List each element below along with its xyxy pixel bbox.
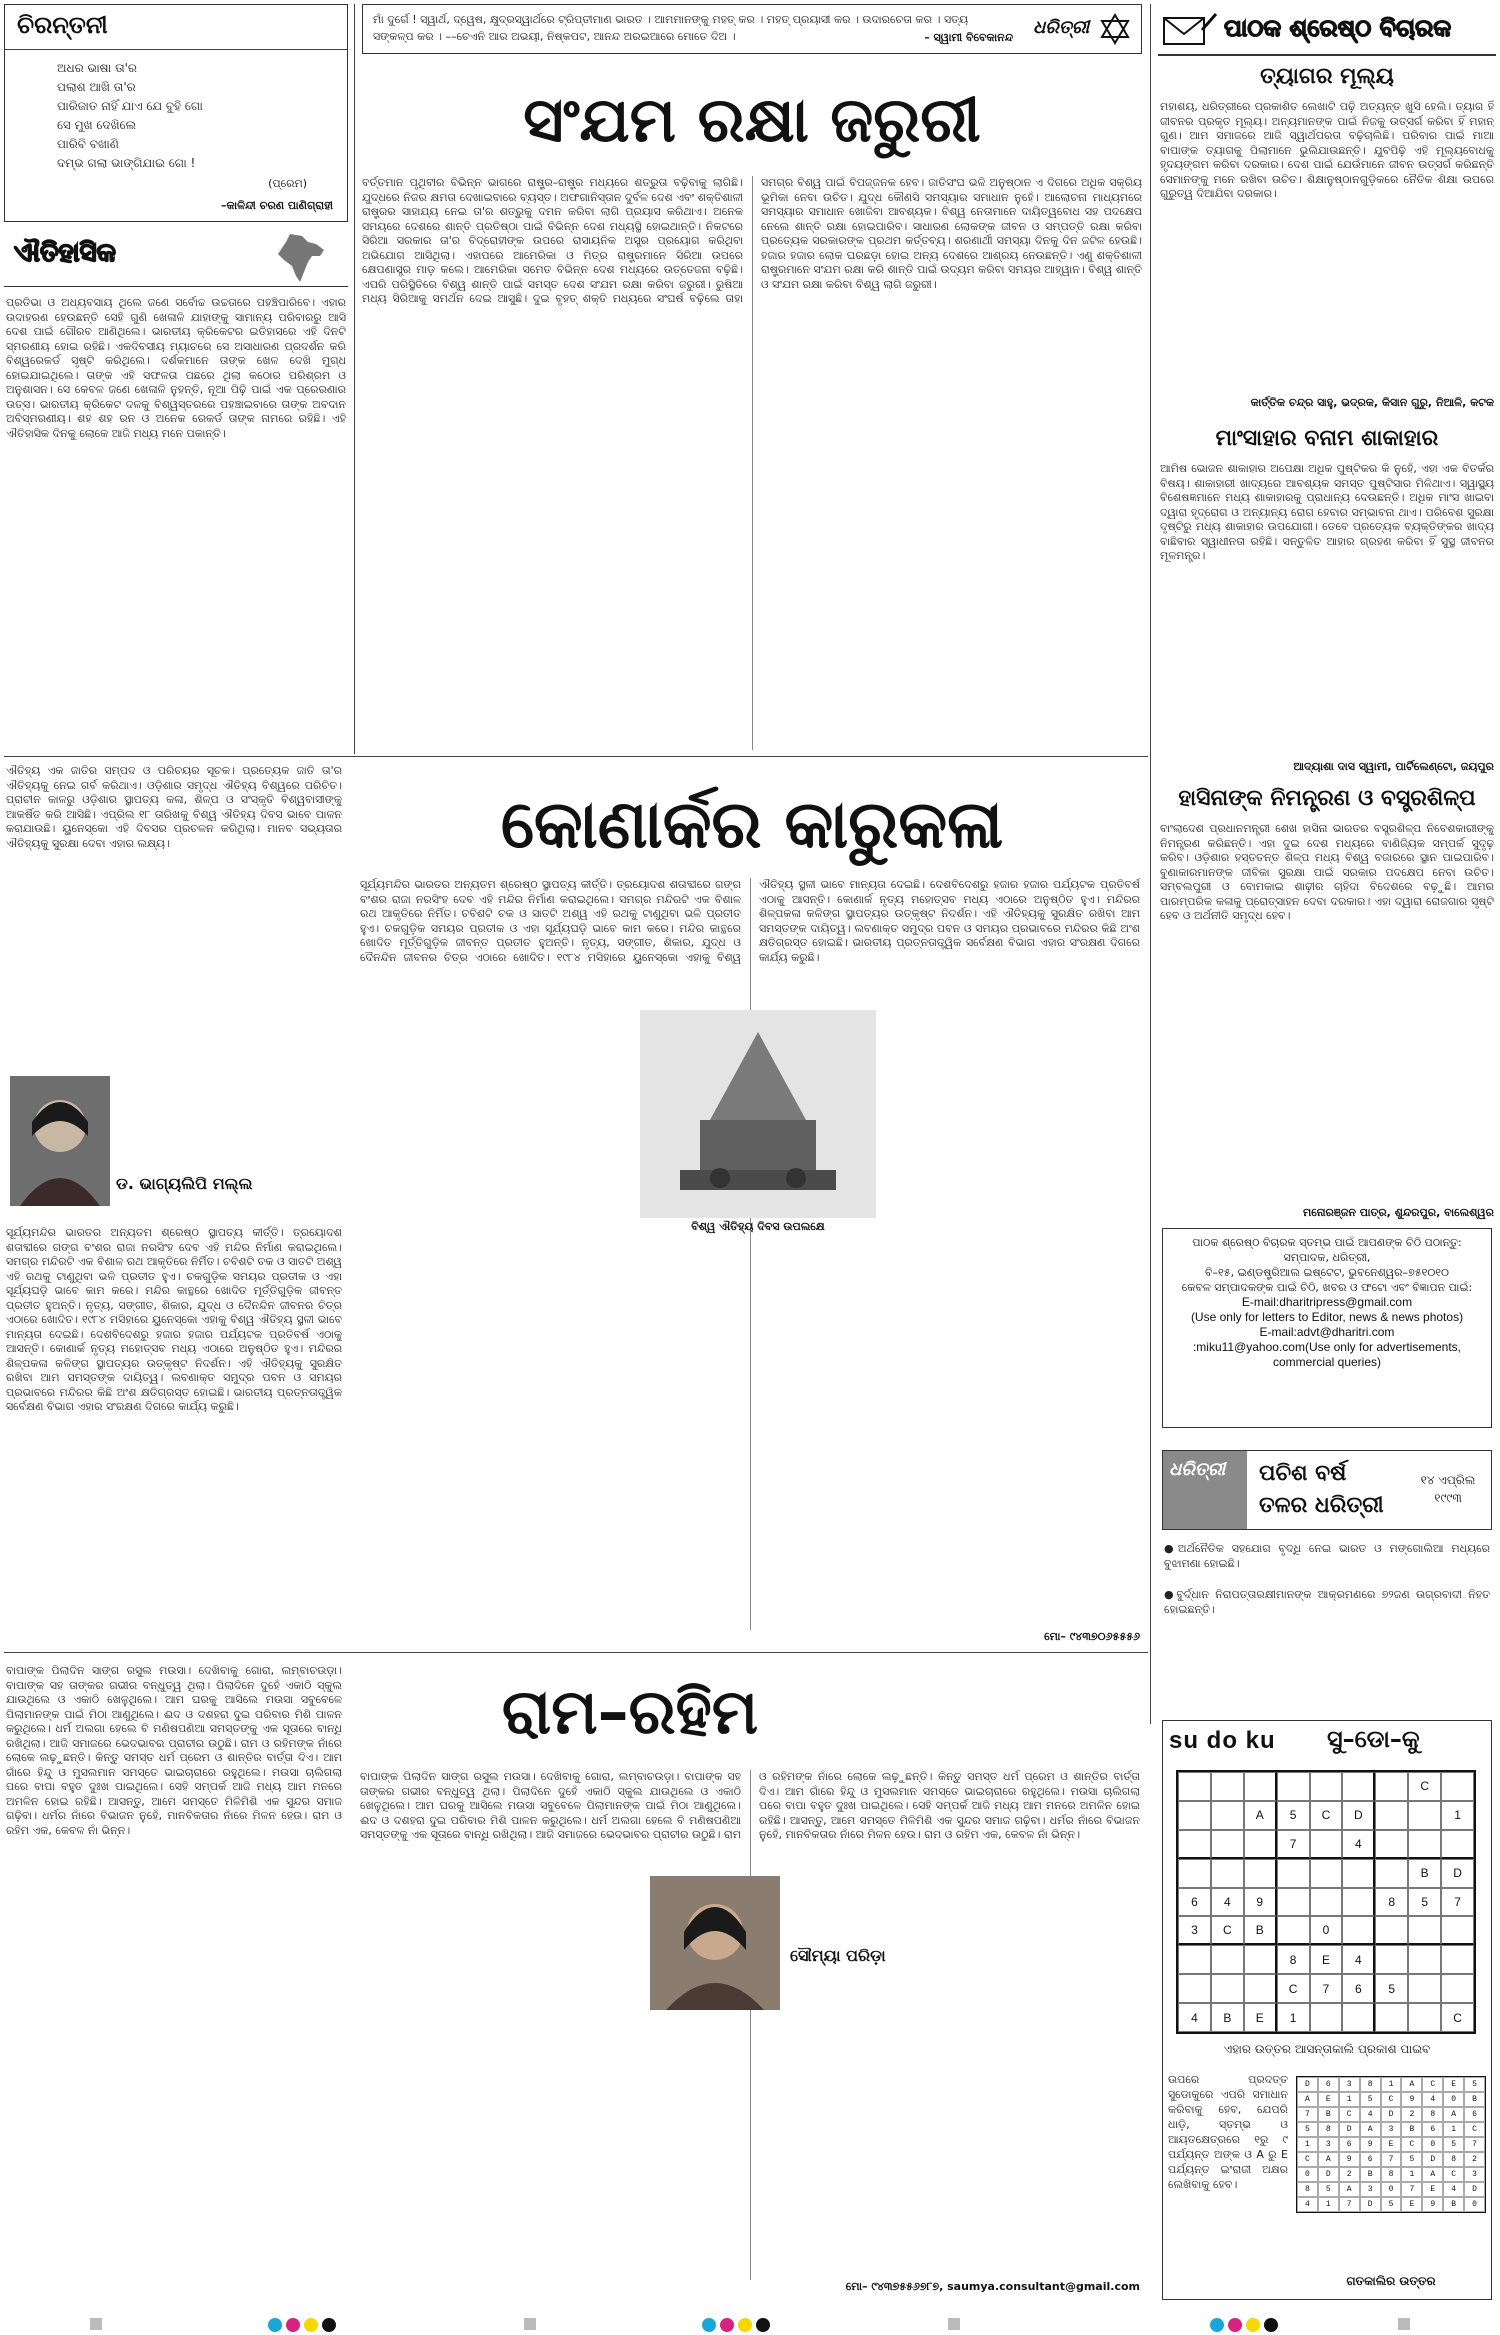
sudoku-cell: [1310, 1830, 1343, 1859]
shrestha-banner-text: ପାଠକ ଶ୍ରେଷ୍ଠ ବିଚାରକ: [1224, 14, 1452, 42]
sudoku-cell: 6: [1178, 1888, 1211, 1917]
solution-cell: 7: [1381, 2152, 1402, 2167]
solution-cell: 7: [1297, 2107, 1318, 2122]
sudoku-cell: 4: [1342, 1830, 1375, 1859]
sudoku-cell: 4: [1178, 2003, 1211, 2032]
poem-author: –କାଳିନ୍ଦୀ ଚରଣ ପାଣିଗ୍ରାହୀ: [221, 199, 333, 212]
editorial-body: ବର୍ତ୍ତମାନ ପୃଥିବୀର ବିଭିନ୍ନ ଭାଗରେ ରାଷ୍ଟ୍ର–ରାଷ୍ଟ୍ର ମଧ୍ୟରେ ଶତ୍ରୁତା ବଢ଼ିବାକୁ ଲାଗିଛି। ଯୁଦ୍ଧରେ ନିଜର କ୍ଷମତା ଦେଖାଇବାରେ ବ୍ୟସ୍ତ। ଅଫଗାନିସ୍ତାନ ଦୁର୍ବଳ ଦେଶ ଏବଂ ଶକ୍ତିଶାଳୀ ରାଷ୍ଟ୍ରର ସାହାଯ୍ୟ ନେଇ ତା'ର ଶତ୍ରୁକୁ ଦମନ କରିବା ଲାଗି ପ୍ରୟାସ କରିଥାଏ। ଅନେକ ସମୟରେ ଦେଶରେ ଶାନ୍ତି ପ୍ରତିଷ୍ଠା ପାଇଁ ବିଭିନ୍ନ ଦେଶ ମଧ୍ୟସ୍ଥି ହୋଇଥାନ୍ତି। ନିକଟରେ ସିରିଆ ସରକାର ତା'ର ବିଦ୍ରୋହୀଙ୍କ ଉପରେ ରାସାୟନିକ ଅସ୍ତ୍ର ପ୍ରୟୋଗ କରିଥିବା ଅଭିଯୋଗ ଆସିଥିଲା। ଏହାପରେ ଆମେରିକା ଓ ମିତ୍ର ରାଷ୍ଟ୍ରମାନେ ସିରିଆ ଉପରେ କ୍ଷେପଣାସ୍ତ୍ର ମାଡ଼ କଲେ। ଆମେରିକା ସମେତ ବିଭିନ୍ନ ଦେଶ ମଧ୍ୟରେ ଉତ୍ତେଜନା ବଢ଼ିଛି। ଏପରି ପରିସ୍ଥିତିରେ ବିଶ୍ୱ ଶାନ୍ତି ପାଇଁ ସମସ୍ତ ଦେଶ ସଂଯମ ରକ୍ଷା କରିବା ଜରୁରୀ। ରୁଷିଆ ମଧ୍ୟ ସିରିଆକୁ ସମର୍ଥନ ଦେଇ ଆସୁଛି। ଦୁଇ ବୃହତ୍ ଶକ୍ତି ମଧ୍ୟରେ ସଂଘର୍ଷ ବଢ଼ିଲେ ତାହା ସମଗ୍ର ବିଶ୍ୱ ପାଇଁ ବିପଜ୍ଜନକ ହେବ। ଜାତିସଂଘ ଭଳି ଅନୁଷ୍ଠାନ ଏ ଦିଗରେ ଅଧିକ ସକ୍ରିୟ ଭୂମିକା ନେବା ଉଚିତ। ଯୁଦ୍ଧ କୌଣସି ସମସ୍ୟାର ସମାଧାନ ନୁହେଁ। ଆଲୋଚନା ମାଧ୍ୟମରେ ସମସ୍ୟାର ସମାଧାନ ଖୋଜିବା ଆବଶ୍ୟକ। ବିଶ୍ୱ ନେତାମାନେ ଦାୟିତ୍ୱବୋଧ ସହ ପଦକ୍ଷେପ ନେଲେ ଶାନ୍ତି ରକ୍ଷା ହୋଇପାରିବ। ସାଧାରଣ ଲୋକଙ୍କ ଜୀବନ ଓ ସମ୍ପତ୍ତି ରକ୍ଷା କରିବା ପ୍ରତ୍ୟେକ ସରକାରଙ୍କ ପ୍ରଥମ କର୍ତ୍ତବ୍ୟ। ଶରଣାର୍ଥୀ ସମସ୍ୟା ଦିନକୁ ଦିନ ଜଟିଳ ହେଉଛି। ହଜାର ହଜାର ଲୋକ ଘରଛଡ଼ା ହୋଇ ଅନ୍ୟ ଦେଶରେ ଆଶ୍ରୟ ନେଉଛନ୍ତି। ଏଣୁ ଶକ୍ତିଶାଳୀ ରାଷ୍ଟ୍ରମାନେ ସଂଯମ ରକ୍ଷା କରି ଶାନ୍ତି ପାଇଁ ଉଦ୍ୟମ କରିବା ସମୟର ଆହ୍ୱାନ। ବିଶ୍ୱ ଶାନ୍ତି ଓ ସଂଯମ ରକ୍ଷା କରିବା ବିଶ୍ୱ ଲାଗି ଜରୁରୀ।: [362, 176, 1142, 305]
sudoku-cell: 1: [1441, 1801, 1474, 1830]
sudoku-cell: 5: [1277, 1801, 1310, 1830]
solution-cell: 6: [1464, 2107, 1485, 2122]
pachisa-item: ●ବୁର୍ଦ୍ଧାନ ନିରାପତ୍ତାରକ୍ଷୀମାନଙ୍କ ଆକ୍ରମଣରେ ୭୨ଜଣ ଉଗ୍ରବାଦୀ ନିହତ ହୋଇଛନ୍ତି।: [1164, 1588, 1490, 1616]
konark-temple-photo: [640, 1010, 876, 1218]
letter-3-body: ବାଂଲାଦେଶ ପ୍ରଧାନମନ୍ତ୍ରୀ ଶେଖ ହାସିନା ଭାରତର ବସ୍ତ୍ରଶିଳ୍ପ ନିବେଶକାରୀଙ୍କୁ ନିମନ୍ତ୍ରଣ କରିଛନ୍ତି। ଏହା ଦୁଇ ଦେଶ ମଧ୍ୟରେ ବାଣିଜ୍ୟିକ ସମ୍ପର୍କ ସୁଦୃଢ଼ କରିବ। ଓଡ଼ିଶାର ହସ୍ତତନ୍ତ ଶିଳ୍ପ ମଧ୍ୟ ବିଶ୍ୱ ବଜାରରେ ସ୍ଥାନ ପାଇପାରିବ। ବୁଣାକାରମାନଙ୍କ ଜୀବିକା ସୁରକ୍ଷା ପାଇଁ ସରକାର ପଦକ୍ଷେପ ନେବା ଉଚିତ। ସମ୍ବଲପୁରୀ ଓ ବୋମକାଇ ଶାଢ଼ୀର ଚାହିଦା ବିଦେଶରେ ବଢ଼ୁଛି। ଆମର ପାରମ୍ପରିକ କଳାକୁ ପ୍ରୋତ୍ସାହନ ଦେବା ଦରକାର। ଏହା ଦ୍ୱାରା ରୋଜଗାର ସୃଷ୍ଟି ହେବ ଓ ଅର୍ଥନୀତି ସମୃଦ୍ଧ ହେବ।: [1160, 822, 1494, 922]
sudoku-cell: [1244, 1859, 1277, 1888]
solution-cell: 1: [1339, 2092, 1360, 2107]
sudoku-cell: [1310, 1888, 1343, 1917]
solution-cell: 1: [1443, 2122, 1464, 2137]
contact-box: [1162, 1228, 1492, 1428]
sudoku-cell: [1244, 1945, 1277, 1974]
sudoku-cell: 3: [1178, 1916, 1211, 1945]
sudoku-cell: 8: [1277, 1945, 1310, 1974]
solution-cell: 3: [1318, 2137, 1339, 2152]
person-silhouette-icon: [10, 1076, 110, 1206]
india-map-icon: [272, 232, 328, 284]
solution-cell: 0: [1443, 2092, 1464, 2107]
sudoku-cell: C: [1408, 1772, 1441, 1801]
author-photo-soumya: [650, 1876, 780, 2010]
reg-mark-black: [322, 2318, 336, 2332]
sudoku-solution-grid: [1296, 2076, 1486, 2213]
sudoku-cell: [1277, 1888, 1310, 1917]
solution-cell: 0: [1464, 2197, 1485, 2212]
sudoku-cell: [1178, 1801, 1211, 1830]
solution-cell: A: [1360, 2122, 1381, 2137]
solution-cell: 7: [1401, 2182, 1422, 2197]
solution-cell: A: [1422, 2167, 1443, 2182]
sudoku-cell: B: [1408, 1859, 1441, 1888]
ramrahim-contact: ମୋ– ୯୪୩୭୫୫୬୭୮୭, saumya.consultant@gmail.com: [845, 2280, 1140, 2293]
solution-cell: C: [1464, 2122, 1485, 2137]
letter-envelope-icon: [1162, 12, 1218, 46]
sudoku-cell: [1211, 1772, 1244, 1801]
solution-cell: 8: [1360, 2077, 1381, 2092]
sudoku-cell: [1211, 1859, 1244, 1888]
contact-intro: ପାଠକ ଶ୍ରେଷ୍ଠ ବିଚାରକ ସ୍ତମ୍ଭ ପାଇଁ ଆପଣଙ୍କ ଚିଠି ପଠାନ୍ତୁ:: [1192, 1236, 1462, 1249]
author-photo-bhagyalipi: [10, 1076, 110, 1206]
solution-cell: 5: [1297, 2122, 1318, 2137]
sudoku-cell: [1342, 1916, 1375, 1945]
editorial-headline: ସଂଯମ ରକ୍ଷା ଜରୁରୀ: [523, 83, 981, 156]
sudoku-cell: A: [1244, 1801, 1277, 1830]
solution-cell: C: [1339, 2107, 1360, 2122]
konark-author-name: ଡ. ଭାଗ୍ୟଲିପି ମଲ୍ଲ: [116, 1174, 253, 1193]
poem-line: ପାରିଜାତ ନାହିଁ ଯାଏ ଯେ ବୁହି ଗୋ: [57, 99, 203, 113]
pachisa-item: ●ଅର୍ଥନୈତିକ ସହଯୋଗ ବୃଦ୍ଧି ନେଇ ଭାରତ ଓ ମଙ୍ଗୋଲିଆ ମଧ୍ୟରେ ବୁଝାମଣା ହୋଇଛି।: [1164, 1542, 1490, 1570]
solution-cell: E: [1401, 2197, 1422, 2212]
letter-1-title: ତ୍ୟାଗର ମୂଲ୍ୟ: [1260, 64, 1394, 89]
sudoku-cell: E: [1310, 1945, 1343, 1974]
sudoku-cell: [1244, 1830, 1277, 1859]
sudoku-cell: [1342, 1772, 1375, 1801]
solution-cell: 6: [1360, 2152, 1381, 2167]
sudoku-cell: [1441, 1830, 1474, 1859]
person-silhouette-icon: [650, 1876, 780, 2010]
editor-email-note: (Use only for letters to Editor, news & news photos): [1190, 1310, 1464, 1324]
sudoku-cell: [1441, 1772, 1474, 1801]
sudoku-cell: [1375, 1859, 1408, 1888]
sudoku-cell: [1375, 1916, 1408, 1945]
solution-cell: 4: [1443, 2182, 1464, 2197]
solution-cell: D: [1318, 2167, 1339, 2182]
solution-cell: B: [1318, 2107, 1339, 2122]
solution-cell: 5: [1360, 2092, 1381, 2107]
solution-cell: A: [1339, 2182, 1360, 2197]
top-quote-box: [362, 4, 1142, 54]
solution-cell: C: [1443, 2167, 1464, 2182]
solution-cell: 5: [1401, 2152, 1422, 2167]
solution-cell: 2: [1401, 2107, 1422, 2122]
solution-cell: D: [1422, 2152, 1443, 2167]
solution-cell: 4: [1360, 2107, 1381, 2122]
solution-cell: 3: [1381, 2122, 1402, 2137]
reg-mark-cyan: [268, 2318, 282, 2332]
reg-mark-magenta: [1228, 2318, 1242, 2332]
sudoku-cell: [1277, 1916, 1310, 1945]
solution-cell: B: [1443, 2197, 1464, 2212]
solution-cell: 5: [1443, 2137, 1464, 2152]
solution-cell: 4: [1297, 2197, 1318, 2212]
solution-cell: 1: [1381, 2077, 1402, 2092]
sudoku-cell: [1211, 1801, 1244, 1830]
solution-cell: D: [1339, 2122, 1360, 2137]
sudoku-cell: [1244, 1974, 1277, 2003]
sudoku-cell: 7: [1441, 1888, 1474, 1917]
solution-cell: 7: [1339, 2197, 1360, 2212]
solution-cell: 2: [1339, 2167, 1360, 2182]
sudoku-cell: [1211, 1830, 1244, 1859]
sudoku-title-en: su do ku: [1169, 1727, 1276, 1754]
sudoku-cell: [1310, 1772, 1343, 1801]
poem-line: ଅଧର ଭାଷା ତା'ର: [57, 61, 138, 75]
ramrahim-headline: ରାମ–ରହିମ: [501, 1675, 759, 1748]
star-emblem-icon: [1099, 13, 1131, 45]
sudoku-cell: [1310, 2003, 1343, 2032]
solution-cell: 8: [1443, 2152, 1464, 2167]
sudoku-cell: [1178, 1859, 1211, 1888]
solution-cell: 8: [1318, 2122, 1339, 2137]
sudoku-cell: [1342, 1859, 1375, 1888]
poem-line: ଦମ୍ଭ ଗଲା ଭାଙ୍ଗିଯାଇ ଗୋ !: [57, 156, 196, 170]
sudoku-cell: 4: [1211, 1888, 1244, 1917]
sudoku-cell: B: [1244, 1916, 1277, 1945]
top-quote-text: ମାଁ ଦୁର୍ଗେ ! ସ୍ୱାର୍ଥ, ଦ୍ୱେଷ, କ୍ଷୁଦ୍ରସ୍ୱାର୍ଥରେ ଟ୍ରିପ୍ତୀମାଣ ଭାରତ । ଆମମାନଙ୍କୁ ମହତ୍ କର । ମହତ୍ ପ୍ରୟାସୀ କର । ଉଦାରଚେତା କର । ସତ୍ୟ ସଙ୍କଳ୍ପ କର । ––ଚେଏନି ଆର ଅଭୟୀ, ନିଷ୍କପଟ, ଆନନ୍ଦ ଅରଇଆରେ ମୋତେ ଦିଅ ।: [373, 13, 969, 43]
solution-cell: 5: [1318, 2182, 1339, 2197]
letter-2-author: ଆଦ୍ୟାଶା ଦାସ ସ୍ୱାମୀ, ପାର୍ଟିଲେଣ୍ଟୋ, ଜୟପୁର: [1293, 760, 1494, 773]
sudoku-cell: [1375, 1772, 1408, 1801]
solution-cell: E: [1318, 2092, 1339, 2107]
sudoku-cell: 1: [1277, 2003, 1310, 2032]
sudoku-cell: D: [1441, 1859, 1474, 1888]
editor-email-link[interactable]: E-mail:dharitripress@gmail.com: [1241, 1295, 1413, 1309]
reg-mark-magenta: [720, 2318, 734, 2332]
solution-cell: D: [1297, 2077, 1318, 2092]
dharitri-logo: ଧରିତ୍ରୀ: [1033, 17, 1090, 38]
pachisa-barsa-box: [1162, 1450, 1492, 1710]
solution-cell: E: [1381, 2137, 1402, 2152]
sudoku-cell: 5: [1408, 1888, 1441, 1917]
solution-cell: 9: [1422, 2197, 1443, 2212]
sudoku-cell: [1408, 2003, 1441, 2032]
pachisa-title-1: ପଚିଶ ବର୍ଷ: [1259, 1461, 1347, 1486]
sudoku-cell: [1375, 2003, 1408, 2032]
print-bar: [90, 2318, 102, 2330]
sudoku-cell: 5: [1375, 1974, 1408, 2003]
print-bar: [1398, 2318, 1410, 2330]
letter-1-body: ମହାଶୟ, ଧରିତ୍ରୀରେ ପ୍ରକାଶିତ ଲେଖାଟି ପଢ଼ି ଅତ୍ୟନ୍ତ ଖୁସି ହେଲି। ତ୍ୟାଗ ହିଁ ଜୀବନର ପ୍ରକୃତ ମୂଲ୍ୟ। ଅନ୍ୟମାନଙ୍କ ପାଇଁ ନିଜକୁ ଉତ୍ସର୍ଗ କରିବା ହିଁ ମହାନ୍ ଗୁଣ। ଆମ ସମାଜରେ ଆଜି ସ୍ୱାର୍ଥପରତା ବଢ଼ିଚାଲିଛି। ପରିବାର ପାଇଁ ମାଆ ବାପାଙ୍କ ତ୍ୟାଗକୁ ପିଲାମାନେ ଭୁଲିଯାଉଛନ୍ତି। ଯୁବପିଢ଼ି ଏହି ମୂଲ୍ୟବୋଧକୁ ହୃଦୟଙ୍ଗମ କରିବା ଦରକାର। ଦେଶ ପାଇଁ ଯେଉଁମାନେ ଜୀବନ ଉତ୍ସର୍ଗ କରିଛନ୍ତି ସେମାନଙ୍କୁ ମନେ ରଖିବା ଉଚିତ। ଶିକ୍ଷାନୁଷ୍ଠାନଗୁଡ଼ିକରେ ନୈତିକ ଶିକ୍ଷା ଉପରେ ଗୁରୁତ୍ୱ ଦିଆଯିବା ଦରକାର।: [1160, 100, 1494, 200]
solution-cell: 8: [1381, 2167, 1402, 2182]
poem-line: ପଲାଶ ଆଖି ତା'ର: [57, 80, 136, 94]
aitihasika-header: [4, 228, 348, 287]
sudoku-cell: [1310, 1859, 1343, 1888]
solution-cell: D: [1464, 2182, 1485, 2197]
sudoku-title-or: ସୁ–ଡୋ–କୁ: [1327, 1725, 1420, 1753]
solution-cell: B: [1401, 2122, 1422, 2137]
sudoku-cell: C: [1211, 1916, 1244, 1945]
pachisa-title-2: ତଳର ଧରିତ୍ରୀ: [1259, 1493, 1384, 1518]
sudoku-cell: [1408, 1974, 1441, 2003]
solution-cell: 3: [1360, 2182, 1381, 2197]
solution-cell: 6: [1339, 2137, 1360, 2152]
solution-cell: 9: [1401, 2092, 1422, 2107]
letter-2-body: ଆମିଷ ଭୋଜନ ଶାକାହାର ଅପେକ୍ଷା ଅଧିକ ପୁଷ୍ଟିକର କି ନୁହେଁ, ଏହା ଏକ ବିତର୍କର ବିଷୟ। ଶାକାହାରୀ ଖାଦ୍ୟରେ ଆବଶ୍ୟକ ସମସ୍ତ ପୁଷ୍ଟିସାର ମିଳିଥାଏ। ସ୍ୱାସ୍ଥ୍ୟ ବିଶେଷଜ୍ଞମାନେ ମଧ୍ୟ ଶାକାହାରକୁ ପ୍ରାଧାନ୍ୟ ଦେଉଛନ୍ତି। ଅଧିକ ମାଂସ ଖାଇବା ଦ୍ୱାରା ହୃଦ୍‌ରୋଗ ଓ ଅନ୍ୟାନ୍ୟ ରୋଗ ହେବାର ସମ୍ଭାବନା ଥାଏ। ପରିବେଶ ସୁରକ୍ଷା ଦୃଷ୍ଟିରୁ ମଧ୍ୟ ଶାକାହାର ଉପଯୋଗୀ। ତେବେ ପ୍ରତ୍ୟେକ ବ୍ୟକ୍ତିଙ୍କର ଖାଦ୍ୟ ବାଛିବାର ସ୍ୱାଧୀନତା ରହିଛି। ସନ୍ତୁଳିତ ଆହାର ଗ୍ରହଣ କରିବା ହିଁ ସୁସ୍ଥ ଜୀବନର ମୂଳମନ୍ତ୍ର।: [1160, 462, 1494, 562]
sudoku-cell: 8: [1375, 1888, 1408, 1917]
sudoku-cell: C: [1441, 2003, 1474, 2032]
solution-cell: A: [1318, 2152, 1339, 2167]
solution-cell: B: [1464, 2092, 1485, 2107]
sudoku-cell: [1178, 1772, 1211, 1801]
konark-photo-caption: ବିଶ୍ୱ ଐତିହ୍ୟ ଦିବସ ଉପଲକ୍ଷେ: [691, 1220, 825, 1233]
sudoku-cell: [1441, 1945, 1474, 1974]
pachisa-date: ୧୪ ଏପ୍ରିଲ ୧୯୯୩: [1420, 1473, 1476, 1505]
solution-cell: 9: [1339, 2152, 1360, 2167]
sudoku-cell: 9: [1244, 1888, 1277, 1917]
solution-cell: 1: [1401, 2167, 1422, 2182]
top-quote-author: – ସ୍ୱାମୀ ବିବେକାନନ୍ଦ: [924, 31, 1013, 44]
sudoku-cell: [1211, 1945, 1244, 1974]
sudoku-cell: D: [1342, 1801, 1375, 1830]
temple-icon: [640, 1010, 876, 1218]
solution-cell: C: [1401, 2137, 1422, 2152]
solution-cell: A: [1401, 2077, 1422, 2092]
sudoku-cell: 6: [1342, 1974, 1375, 2003]
print-bar: [524, 2318, 536, 2330]
solution-cell: 9: [1360, 2137, 1381, 2152]
sudoku-cell: [1342, 2003, 1375, 2032]
solution-cell: B: [1360, 2167, 1381, 2182]
konark-intro: ଐତିହ୍ୟ ଏକ ଜାତିର ସମ୍ପଦ ଓ ପରିଚୟର ସୂଚକ। ପ୍ରତ୍ୟେକ ଜାତି ତା'ର ଐତିହ୍ୟକୁ ନେଇ ଗର୍ବ କରିଥାଏ। ଓଡ଼ିଶାର ସମୃଦ୍ଧ ଐତିହ୍ୟ ବିଶ୍ୱରେ ପରିଚିତ। ପ୍ରାଚୀନ କାଳରୁ ଓଡ଼ିଶାର ସ୍ଥାପତ୍ୟ କଳା, ଶିଳ୍ପ ଓ ସଂସ୍କୃତି ବିଶ୍ୱବାସୀଙ୍କୁ ଆକର୍ଷିତ କରି ଆସିଛି। ଏପ୍ରିଲ ୧୮ ତାରିଖକୁ ବିଶ୍ୱ ଐତିହ୍ୟ ଦିବସ ଭାବେ ପାଳନ କରାଯାଉଛି। ୟୁନେସ୍କୋ ଏହି ଦିବସର ପ୍ରଚଳନ କରିଥିଲା। ମାନବ ସଭ୍ୟତାର ଐତିହ୍ୟକୁ ସୁରକ୍ଷା ଦେବା ଏହାର ଲକ୍ଷ୍ୟ।: [6, 764, 342, 850]
reg-mark-black: [1264, 2318, 1278, 2332]
sudoku-cell: [1408, 1945, 1441, 1974]
letter-2-title: ମାଂସାହାର ବନାମ ଶାକାହାର: [1215, 426, 1439, 451]
letter-1-author: କାର୍ତ୍ତିକ ଚନ୍ଦ୍ର ସାହୁ, ଭଦ୍ରକ, କିସାନ ଗୁରୁ, ନିଆଳି, କଟକ: [1250, 396, 1494, 409]
reg-mark-yellow: [304, 2318, 318, 2332]
solution-cell: 5: [1381, 2197, 1402, 2212]
solution-cell: C: [1422, 2077, 1443, 2092]
poem-line: ସେ ମୁଖ ଦେଖିଲେ: [57, 118, 137, 132]
sudoku-cell: [1408, 1830, 1441, 1859]
contact-line: ସମ୍ପାଦକ, ଧରିତ୍ରୀ,: [1283, 1251, 1371, 1264]
pachisa-header: [1162, 1450, 1492, 1530]
solution-cell: 0: [1381, 2182, 1402, 2197]
solution-cell: 6: [1318, 2077, 1339, 2092]
sudoku-cell: [1211, 1974, 1244, 2003]
konark-headline: କୋଣାର୍କର କାରୁକଳା: [500, 786, 1004, 863]
sudoku-cell: [1441, 1916, 1474, 1945]
chirantani-box: [4, 4, 348, 222]
konark-contact: ମୋ– ୯୪୩୭୦୬୫୫୫୬: [1044, 1630, 1140, 1643]
sudoku-cell: [1342, 1888, 1375, 1917]
solution-cell: D: [1360, 2197, 1381, 2212]
sudoku-cell: [1408, 1801, 1441, 1830]
solution-cell: 0: [1297, 2167, 1318, 2182]
sudoku-cell: [1408, 1916, 1441, 1945]
pachisa-logo: ଧରିତ୍ରୀ: [1169, 1459, 1226, 1480]
sudoku-cell: [1277, 1859, 1310, 1888]
letter-3-author: ମନୋରଞ୍ଜନ ପାତ୍ର, ଶୁନ୍ଦରପୁର, ବାଲେଶ୍ୱର: [1302, 1206, 1494, 1219]
solution-caption: ଗତକାଲିର ଉତ୍ତର: [1346, 2274, 1436, 2288]
reg-mark-cyan: [702, 2318, 716, 2332]
solution-cell: 0: [1422, 2137, 1443, 2152]
ramrahim-body-left: ବାପାଙ୍କ ପିଲାଦିନ ସାଙ୍ଗ ରସୁଲ ମଉସା। ଦେଖିବାକୁ ଗୋରା, ଲମ୍ବାଚଉଡ଼ା। ବାପାଙ୍କ ସହ ତାଙ୍କର ଗଭୀର ବନ୍ଧୁତ୍ୱ ଥିଲା। ପିଲାଦିନେ ଦୁହେଁ ଏକାଠି ସ୍କୁଲ ଯାଉଥିଲେ ଓ ଏକାଠି ଖେଳୁଥିଲେ। ଆମ ଘରକୁ ଆସିଲେ ମଉସା ସବୁବେଳେ ପିଲାମାନଙ୍କ ପାଇଁ ମିଠା ଆଣୁଥିଲେ। ଈଦ ଓ ଦଶହରା ଦୁଇ ପରିବାର ମିଶି ପାଳନ କରୁଥିଲେ। ଧର୍ମ ଅଲଗା ହେଲେ ବି ମଣିଷପଣିଆ ସମସ୍ତଙ୍କୁ ଏକ ସୂତାରେ ବାନ୍ଧି ରଖିଥିଲା। ଆଜି ସମାଜରେ ଭେଦଭାବର ପ୍ରାଚୀର ଉଠୁଛି। ରାମ ଓ ରହିମଙ୍କ ନାଁରେ ଲୋକେ ଲଢ଼ୁଛନ୍ତି। କିନ୍ତୁ ସମସ୍ତ ଧର୍ମ ପ୍ରେମ ଓ ଶାନ୍ତିର ବାର୍ତ୍ତା ଦିଏ। ଆମ ଗାଁରେ ହିନ୍ଦୁ ଓ ମୁସଲମାନ ସମସ୍ତେ ଭାଇଚାରାରେ ରହୁଥିଲେ। ମଉସା ଚାଲିଗଲା ପରେ ବାପା ବହୁତ ଦୁଃଖ ପାଇଥିଲେ। ସେହି ସମ୍ପର୍କ ଆଜି ମଧ୍ୟ ଆମ ମନରେ ଅମଳିନ ହୋଇ ରହିଛି। ଆସନ୍ତୁ, ଆମେ ସମସ୍ତେ ମିଳିମିଶି ଏକ ସୁନ୍ଦର ସମାଜ ଗଢ଼ିବା। ଧର୍ମର ନାଁରେ ବିଭାଜନ ନୁହେଁ, ମାନବିକତାର ନାଁରେ ମିଳନ ହେଉ। ରାମ ଓ ରହିମ ଏକ, କେବଳ ନାଁ ଭିନ୍ନ।: [6, 1664, 342, 1837]
solution-cell: D: [1381, 2107, 1402, 2122]
solution-cell: 7: [1464, 2137, 1485, 2152]
ramrahim-body-right: ବାପାଙ୍କ ପିଲାଦିନ ସାଙ୍ଗ ରସୁଲ ମଉସା। ଦେଖିବାକୁ ଗୋରା, ଲମ୍ବାଚଉଡ଼ା। ବାପାଙ୍କ ସହ ତାଙ୍କର ଗଭୀର ବନ୍ଧୁତ୍ୱ ଥିଲା। ପିଲାଦିନେ ଦୁହେଁ ଏକାଠି ସ୍କୁଲ ଯାଉଥିଲେ ଓ ଏକାଠି ଖେଳୁଥିଲେ। ଆମ ଘରକୁ ଆସିଲେ ମଉସା ସବୁବେଳେ ପିଲାମାନଙ୍କ ପାଇଁ ମିଠା ଆଣୁଥିଲେ। ଈଦ ଓ ଦଶହରା ଦୁଇ ପରିବାର ମିଶି ପାଳନ କରୁଥିଲେ। ଧର୍ମ ଅଲଗା ହେଲେ ବି ମଣିଷପଣିଆ ସମସ୍ତଙ୍କୁ ଏକ ସୂତାରେ ବାନ୍ଧି ରଖିଥିଲା। ଆଜି ସମାଜରେ ଭେଦଭାବର ପ୍ରାଚୀର ଉଠୁଛି। ରାମ ଓ ରହିମଙ୍କ ନାଁରେ ଲୋକେ ଲଢ଼ୁଛନ୍ତି। କିନ୍ତୁ ସମସ୍ତ ଧର୍ମ ପ୍ରେମ ଓ ଶାନ୍ତିର ବାର୍ତ୍ତା ଦିଏ। ଆମ ଗାଁରେ ହିନ୍ଦୁ ଓ ମୁସଲମାନ ସମସ୍ତେ ଭାଇଚାରାରେ ରହୁଥିଲେ। ମଉସା ଚାଲିଗଲା ପରେ ବାପା ବହୁତ ଦୁଃଖ ପାଇଥିଲେ। ସେହି ସମ୍ପର୍କ ଆଜି ମଧ୍ୟ ଆମ ମନରେ ଅମଳିନ ହୋଇ ରହିଛି। ଆସନ୍ତୁ, ଆମେ ସମସ୍ତେ ମିଳିମିଶି ଏକ ସୁନ୍ଦର ସମାଜ ଗଢ଼ିବା। ଧର୍ମର ନାଁରେ ବିଭାଜନ ନୁହେଁ, ମାନବିକତାର ନାଁରେ ମିଳନ ହେଉ। ରାମ ଓ ରହିମ ଏକ, କେବଳ ନାଁ ଭିନ୍ନ।: [360, 1770, 1140, 1841]
poem-lines: [57, 59, 203, 173]
sudoku-note: ଏହାର ଉତ୍ତର ଆସନ୍ତାକାଲି ପ୍ରକାଶ ପାଇବ: [1223, 2042, 1431, 2056]
reg-mark-yellow: [1246, 2318, 1260, 2332]
konark-body-mid: ସୂର୍ଯ୍ୟମନ୍ଦିର ଭାରତର ଅନ୍ୟତମ ଶ୍ରେଷ୍ଠ ସ୍ଥାପତ୍ୟ କୀର୍ତ୍ତି। ତ୍ରୟୋଦଶ ଶତାବ୍ଦୀରେ ଗଙ୍ଗ ବଂଶର ରାଜା ନରସିଂହ ଦେବ ଏହି ମନ୍ଦିର ନିର୍ମାଣ କରାଇଥିଲେ। ସମଗ୍ର ମନ୍ଦିରଟି ଏକ ବିଶାଳ ରଥ ଆକୃତିରେ ନିର୍ମିତ। ଚବିଶଟି ଚକ ଓ ସାତଟି ଅଶ୍ୱ ଏହି ରଥକୁ ଟାଣୁଥିବା ଭଳି ପ୍ରତୀତ ହୁଏ। ଚକଗୁଡ଼ିକ ସମୟର ପ୍ରତୀକ ଓ ଏହା ସୂର୍ଯ୍ୟଘଡ଼ି ଭାବେ କାମ କରେ। ମନ୍ଦିର କାନ୍ଥରେ ଖୋଦିତ ମୂର୍ତ୍ତିଗୁଡ଼ିକ ଜୀବନ୍ତ ପ୍ରତୀତ ହୁଅନ୍ତି। ନୃତ୍ୟ, ସଙ୍ଗୀତ, ଶିକାର, ଯୁଦ୍ଧ ଓ ଦୈନନ୍ଦିନ ଜୀବନର ଚିତ୍ର ଏଠାରେ ଖୋଦିତ। ୧୯୮୪ ମସିହାରେ ୟୁନେସ୍କୋ ଏହାକୁ ବିଶ୍ୱ ଐତିହ୍ୟ ସ୍ଥଳୀ ଭାବେ ମାନ୍ୟତା ଦେଇଛି। ଦେଶବିଦେଶରୁ ହଜାର ହଜାର ପର୍ଯ୍ୟଟକ ପ୍ରତିବର୍ଷ ଏଠାକୁ ଆସନ୍ତି। କୋଣାର୍କ ନୃତ୍ୟ ମହୋତ୍ସବ ମଧ୍ୟ ଏଠାରେ ଅନୁଷ୍ଠିତ ହୁଏ। ମନ୍ଦିରର ଶିଳ୍ପକଳା କଳିଙ୍ଗ ସ୍ଥାପତ୍ୟର ଉତ୍କୃଷ୍ଟ ନିଦର୍ଶନ। ଏହି ଐତିହ୍ୟକୁ ସୁରକ୍ଷିତ ରଖିବା ଆମ ସମସ୍ତଙ୍କ ଦାୟିତ୍ୱ। ଲବଣାକ୍ତ ସମୁଦ୍ର ପବନ ଓ ସମୟର ପ୍ରଭାବରେ ମନ୍ଦିରର କିଛି ଅଂଶ କ୍ଷତିଗ୍ରସ୍ତ ହୋଇଛି। ଭାରତୀୟ ପ୍ରତ୍ନତାତ୍ତ୍ୱିକ ସର୍ବେକ୍ଷଣ ବିଭାଗ ଏହାର ସଂରକ୍ଷଣ ଦିଗରେ କାର୍ଯ୍ୟ କରୁଛି।: [360, 878, 1140, 964]
sudoku-instructions: ଉପରେ ପ୍ରଦତ୍ତ ସୁଡୋକୁରେ ଏପରି ସମାଧାନ କରିବାକୁ ହେବ, ଯେପରି ଧାଡ଼ି, ସ୍ତମ୍ଭ ଓ ଆୟତକ୍ଷେତ୍ରରେ ୧ରୁ ୯ ପର୍ଯ୍ୟନ୍ତ ଅଙ୍କ ଓ A ରୁ E ପର୍ଯ୍ୟନ୍ତ ଇଂରାଜୀ ଅକ୍ଷର ଲେଖିବାକୁ ହେବ।: [1168, 2073, 1288, 2191]
solution-cell: 1: [1297, 2137, 1318, 2152]
advt-email-link[interactable]: E-mail:advt@dharitri.com: [1259, 1325, 1395, 1339]
poem-tag: (ପ୍ରେମ): [268, 177, 307, 190]
solution-cell: E: [1422, 2182, 1443, 2197]
solution-cell: C: [1297, 2152, 1318, 2167]
sudoku-cell: [1178, 1830, 1211, 1859]
ramrahim-author-name: ସୌମ୍ୟା ପରିଡ଼ା: [790, 1946, 886, 1965]
solution-cell: 8: [1297, 2182, 1318, 2197]
solution-cell: E: [1443, 2077, 1464, 2092]
solution-cell: 2: [1464, 2152, 1485, 2167]
solution-cell: 3: [1339, 2077, 1360, 2092]
solution-cell: 1: [1318, 2197, 1339, 2212]
pachisa-logo-block: [1163, 1451, 1247, 1529]
sudoku-cell: [1178, 1945, 1211, 1974]
sudoku-puzzle-grid: [1176, 1770, 1476, 2034]
poem-line: ପାରିବି ବଖାଣି: [57, 137, 119, 151]
aitihasika-body: ପ୍ରତିଭା ଓ ଅଧ୍ୟବସାୟ ଥିଲେ ଜଣେ ସର୍ବୋଚ୍ଚ ଉଚ୍ଚତାରେ ପହଞ୍ଚିପାରିବେ। ଏହାର ଉଦାହରଣ ହେଉଛନ୍ତି ସେହି ଗୁଣି ଖେଳାଳି ଯାହାଙ୍କୁ ସାମାନ୍ୟ ପରିବାରରୁ ଆସି ଦେଶ ପାଇଁ ଗୌରବ ଆଣିଥିଲେ। ଭାରତୀୟ କ୍ରିକେଟର ଇତିହାସରେ ଏହି ଦିନଟି ସ୍ମରଣୀୟ ହୋଇ ରହିଛି। ଏକଦିବସୀୟ ମ୍ୟାଚରେ ସେ ଅସାଧାରଣ ପ୍ରଦର୍ଶନ କରି ବିଶ୍ୱରେକର୍ଡ ସୃଷ୍ଟି କରିଥିଲେ। ଦର୍ଶକମାନେ ତାଙ୍କ ଖେଳ ଦେଖି ମୁଗ୍ଧ ହୋଇଯାଇଥିଲେ। ତାଙ୍କ ଏହି ସଫଳତା ପଛରେ ଥିଲା କଠୋର ପରିଶ୍ରମ ଓ ଅନୁଶାସନ। ସେ କେବଳ ଜଣେ ଖେଳାଳି ନୁହନ୍ତି, ନୂଆ ପିଢ଼ି ପାଇଁ ଏକ ପ୍ରେରଣାର ଉତ୍ସ। ଭାରତୀୟ କ୍ରିକେଟ ଦଳକୁ ବିଶ୍ୱସ୍ତରରେ ପହଞ୍ଚାଇବାରେ ତାଙ୍କ ଅବଦାନ ଅବିସ୍ମରଣୀୟ। ଶହ ଶହ ରନ ଓ ଅନେକ ରେକର୍ଡ ତାଙ୍କ ନାମରେ ରହିଛି। ଏହି ଐତିହାସିକ ଦିନକୁ ଲୋକେ ଆଜି ମଧ୍ୟ ମନେ ପକାନ୍ତି।: [6, 296, 346, 440]
sudoku-cell: [1375, 1801, 1408, 1830]
shrestha-banner: [1158, 4, 1496, 56]
solution-cell: A: [1443, 2107, 1464, 2122]
sudoku-cell: [1277, 1772, 1310, 1801]
konark-body: ସୂର୍ଯ୍ୟମନ୍ଦିର ଭାରତର ଅନ୍ୟତମ ଶ୍ରେଷ୍ଠ ସ୍ଥାପତ୍ୟ କୀର୍ତ୍ତି। ତ୍ରୟୋଦଶ ଶତାବ୍ଦୀରେ ଗଙ୍ଗ ବଂଶର ରାଜା ନରସିଂହ ଦେବ ଏହି ମନ୍ଦିର ନିର୍ମାଣ କରାଇଥିଲେ। ସମଗ୍ର ମନ୍ଦିରଟି ଏକ ବିଶାଳ ରଥ ଆକୃତିରେ ନିର୍ମିତ। ଚବିଶଟି ଚକ ଓ ସାତଟି ଅଶ୍ୱ ଏହି ରଥକୁ ଟାଣୁଥିବା ଭଳି ପ୍ରତୀତ ହୁଏ। ଚକଗୁଡ଼ିକ ସମୟର ପ୍ରତୀକ ଓ ଏହା ସୂର୍ଯ୍ୟଘଡ଼ି ଭାବେ କାମ କରେ। ମନ୍ଦିର କାନ୍ଥରେ ଖୋଦିତ ମୂର୍ତ୍ତିଗୁଡ଼ିକ ଜୀବନ୍ତ ପ୍ରତୀତ ହୁଅନ୍ତି। ନୃତ୍ୟ, ସଙ୍ଗୀତ, ଶିକାର, ଯୁଦ୍ଧ ଓ ଦୈନନ୍ଦିନ ଜୀବନର ଚିତ୍ର ଏଠାରେ ଖୋଦିତ। ୧୯୮୪ ମସିହାରେ ୟୁନେସ୍କୋ ଏହାକୁ ବିଶ୍ୱ ଐତିହ୍ୟ ସ୍ଥଳୀ ଭାବେ ମାନ୍ୟତା ଦେଇଛି। ଦେଶବିଦେଶରୁ ହଜାର ହଜାର ପର୍ଯ୍ୟଟକ ପ୍ରତିବର୍ଷ ଏଠାକୁ ଆସନ୍ତି। କୋଣାର୍କ ନୃତ୍ୟ ମହୋତ୍ସବ ମଧ୍ୟ ଏଠାରେ ଅନୁଷ୍ଠିତ ହୁଏ। ମନ୍ଦିରର ଶିଳ୍ପକଳା କଳିଙ୍ଗ ସ୍ଥାପତ୍ୟର ଉତ୍କୃଷ୍ଟ ନିଦର୍ଶନ। ଏହି ଐତିହ୍ୟକୁ ସୁରକ୍ଷିତ ରଖିବା ଆମ ସମସ୍ତଙ୍କ ଦାୟିତ୍ୱ। ଲବଣାକ୍ତ ସମୁଦ୍ର ପବନ ଓ ସମୟର ପ୍ରଭାବରେ ମନ୍ଦିରର କିଛି ଅଂଶ କ୍ଷତିଗ୍ରସ୍ତ ହୋଇଛି। ଭାରତୀୟ ପ୍ରତ୍ନତାତ୍ତ୍ୱିକ ସର୍ବେକ୍ଷଣ ବିଭାଗ ଏହାର ସଂରକ୍ଷଣ ଦିଗରେ କାର୍ଯ୍ୟ କରୁଛି।: [6, 1226, 342, 1413]
solution-cell: C: [1381, 2092, 1402, 2107]
sudoku-cell: [1244, 1772, 1277, 1801]
sudoku-cell: [1441, 1974, 1474, 2003]
reg-mark-cyan: [1210, 2318, 1224, 2332]
sudoku-cell: 7: [1310, 1974, 1343, 2003]
chirantani-title: ଚିରନ୍ତନୀ: [17, 11, 108, 39]
sudoku-cell: [1375, 1945, 1408, 1974]
solution-cell: 4: [1422, 2092, 1443, 2107]
sudoku-cell: 0: [1310, 1916, 1343, 1945]
letter-3-title: ହାସିନାଙ୍କ ନିମନ୍ତ୍ରଣ ଓ ବସ୍ତ୍ରଶିଳ୍ପ: [1178, 786, 1476, 811]
sudoku-cell: C: [1277, 1974, 1310, 2003]
contact-line: ବି–୧୫, ଇଣ୍ଡଷ୍ଟ୍ରିଆଲ ଇଷ୍ଟେଟ, ଭୁବନେଶ୍ୱର–୭୫୧୦୧୦: [1205, 1266, 1449, 1279]
solution-cell: 6: [1422, 2122, 1443, 2137]
solution-cell: 8: [1422, 2107, 1443, 2122]
sudoku-cell: E: [1244, 2003, 1277, 2032]
aitihasika-title: ଐତିହାସିକ: [14, 238, 116, 268]
contact-line: କେବଳ ସମ୍ପାଦକଙ୍କ ପାଇଁ ଚିଠି, ଖବର ଓ ଫଟୋ ଏବଂ ବିଜ୍ଞାପନ ପାଇଁ:: [1181, 1281, 1473, 1294]
yahoo-email-link[interactable]: :miku11@yahoo.com(Use only for advertisements, commercial queries): [1192, 1340, 1462, 1369]
solution-cell: 3: [1464, 2167, 1485, 2182]
reg-mark-magenta: [286, 2318, 300, 2332]
sudoku-cell: C: [1310, 1801, 1343, 1830]
solution-cell: A: [1297, 2092, 1318, 2107]
sudoku-cell: 7: [1277, 1830, 1310, 1859]
reg-mark-black: [756, 2318, 770, 2332]
sudoku-cell: [1375, 1830, 1408, 1859]
solution-cell: 5: [1464, 2077, 1485, 2092]
sudoku-cell: [1178, 1974, 1211, 2003]
reg-mark-yellow: [738, 2318, 752, 2332]
sudoku-cell: B: [1211, 2003, 1244, 2032]
print-bar: [948, 2318, 960, 2330]
sudoku-cell: 4: [1342, 1945, 1375, 1974]
